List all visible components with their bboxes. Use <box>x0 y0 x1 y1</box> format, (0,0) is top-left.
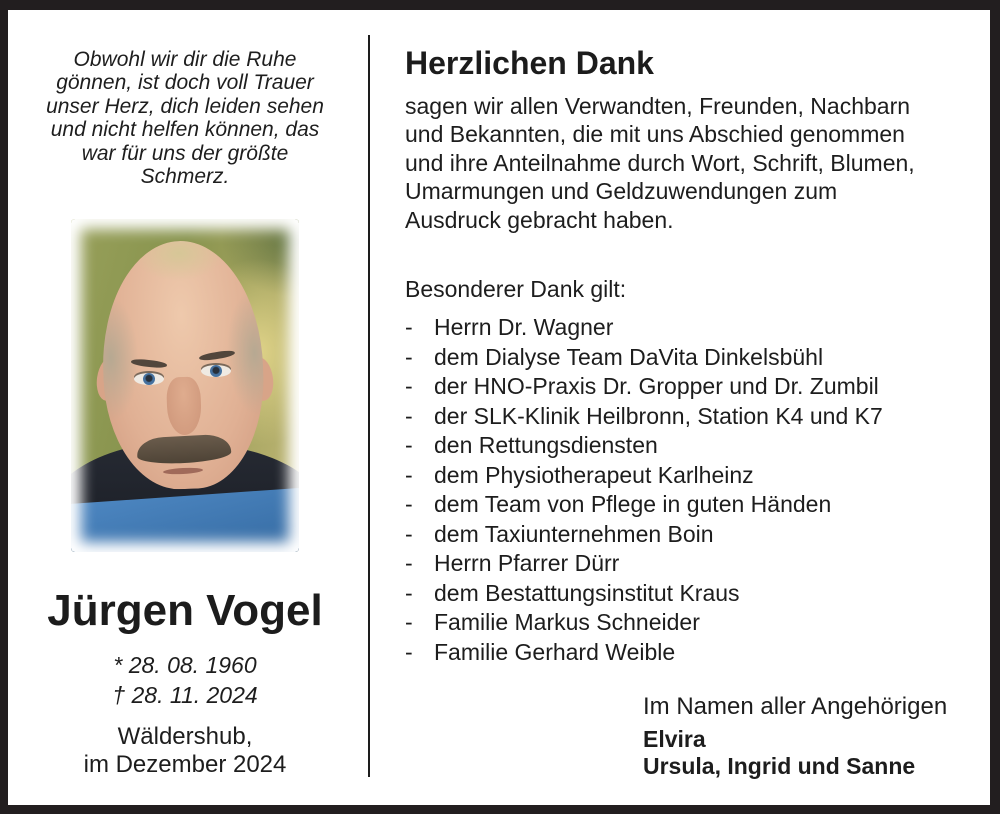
thanks-item-text: der SLK-Klinik Heilbronn, Station K4 und K7 <box>434 402 883 429</box>
epitaph-verse <box>8 48 362 188</box>
portrait-photo <box>71 219 299 552</box>
death-date: † 28. 11. 2024 <box>112 682 258 709</box>
list-dash-bullet: - <box>405 550 413 577</box>
thanks-title: Herzlichen Dank <box>405 45 654 81</box>
verse-line <box>8 95 362 118</box>
thanks-item-text: dem Taxiunternehmen Boin <box>434 520 714 547</box>
verse-line <box>8 48 362 71</box>
signature-name <box>643 753 972 780</box>
thanks-list-item <box>405 490 972 520</box>
special-thanks-label: Besonderer Dank gilt: <box>405 276 627 303</box>
closing-line: Im Namen aller Angehörigen <box>643 693 948 721</box>
thanks-item-text: dem Bestattungsinstitut Kraus <box>434 579 740 606</box>
thanks-list-item <box>405 402 972 432</box>
verse-line-text: gönnen, ist doch voll Trauer <box>56 71 314 95</box>
thanks-list-item <box>405 520 972 550</box>
list-dash-bullet: - <box>405 579 413 606</box>
signature-name <box>643 726 972 753</box>
thanks-item-text: Familie Gerhard Weible <box>434 638 676 665</box>
intro-line-text: Ausdruck gebracht haben. <box>405 206 674 233</box>
place-and-date <box>8 723 362 779</box>
intro-line <box>405 149 972 177</box>
deceased-name: Jürgen Vogel <box>47 586 323 636</box>
intro-line-text: und ihre Anteilnahme durch Wort, Schrift, Blumen, <box>405 149 915 176</box>
place-line-text: Wäldershub, <box>117 723 253 751</box>
signature-name-text: Ursula, Ingrid und Sanne <box>643 753 916 780</box>
memorial-column <box>8 10 368 805</box>
photo-feathered-edge <box>71 219 299 552</box>
thanks-list-item <box>405 431 972 461</box>
birth-date: * 28. 08. 1960 <box>113 652 257 679</box>
thanks-list-item <box>405 579 972 609</box>
place-line-text: im Dezember 2024 <box>83 751 287 779</box>
list-dash-bullet: - <box>405 491 413 518</box>
thanks-item-text: Familie Markus Schneider <box>434 609 700 636</box>
verse-line <box>8 71 362 94</box>
signature-names <box>643 726 972 780</box>
verse-line-text: Schmerz. <box>140 165 230 189</box>
thanks-item-text: der HNO-Praxis Dr. Gropper und Dr. Zumbil <box>434 373 879 400</box>
list-dash-bullet: - <box>405 373 413 400</box>
thanks-list-item <box>405 549 972 579</box>
thanks-item-text: Herrn Dr. Wagner <box>434 314 614 341</box>
thanks-list-item <box>405 343 972 373</box>
thanks-item-text: dem Physiotherapeut Karlheinz <box>434 461 754 488</box>
verse-line <box>8 165 362 188</box>
life-dates <box>8 650 362 710</box>
thanks-list-item <box>405 608 972 638</box>
thanks-list-item <box>405 313 972 343</box>
list-dash-bullet: - <box>405 638 413 665</box>
thanks-column <box>370 10 990 805</box>
signature-block <box>643 692 972 780</box>
intro-line-text: und Bekannten, die mit uns Abschied genommen <box>405 121 905 148</box>
thanks-list-item <box>405 461 972 491</box>
intro-line <box>405 92 972 120</box>
verse-line <box>8 142 362 165</box>
intro-line <box>405 206 972 234</box>
thanks-list-item <box>405 372 972 402</box>
place-line <box>8 723 362 751</box>
verse-line-text: und nicht helfen können, das <box>50 118 320 142</box>
thanks-item-text: dem Team von Pflege in guten Händen <box>434 491 832 518</box>
special-thanks-list <box>405 313 972 667</box>
place-line <box>8 751 362 779</box>
intro-line <box>405 120 972 148</box>
verse-line-text: Obwohl wir dir die Ruhe <box>73 48 297 71</box>
intro-line-text: sagen wir allen Verwandten, Freunden, Nachbarn <box>405 93 911 119</box>
list-dash-bullet: - <box>405 314 413 341</box>
verse-line-text: unser Herz, dich leiden sehen <box>46 94 324 118</box>
list-dash-bullet: - <box>405 402 413 429</box>
list-dash-bullet: - <box>405 343 413 370</box>
list-dash-bullet: - <box>405 461 413 488</box>
intro-line-text: Umarmungen und Geldzuwendungen zum <box>405 178 838 205</box>
thanks-item-text: Herrn Pfarrer Dürr <box>434 550 620 577</box>
list-dash-bullet: - <box>405 520 413 547</box>
signature-name-text: Elvira <box>643 726 706 753</box>
list-dash-bullet: - <box>405 432 413 459</box>
thanks-item-text: dem Dialyse Team DaVita Dinkelsbühl <box>434 343 824 370</box>
verse-line-text: war für uns der größte <box>81 141 289 165</box>
thanks-list-item <box>405 638 972 668</box>
intro-line <box>405 177 972 205</box>
list-dash-bullet: - <box>405 609 413 636</box>
thanks-item-text: den Rettungsdiensten <box>434 432 658 459</box>
verse-line <box>8 118 362 141</box>
thanks-intro <box>405 92 972 234</box>
